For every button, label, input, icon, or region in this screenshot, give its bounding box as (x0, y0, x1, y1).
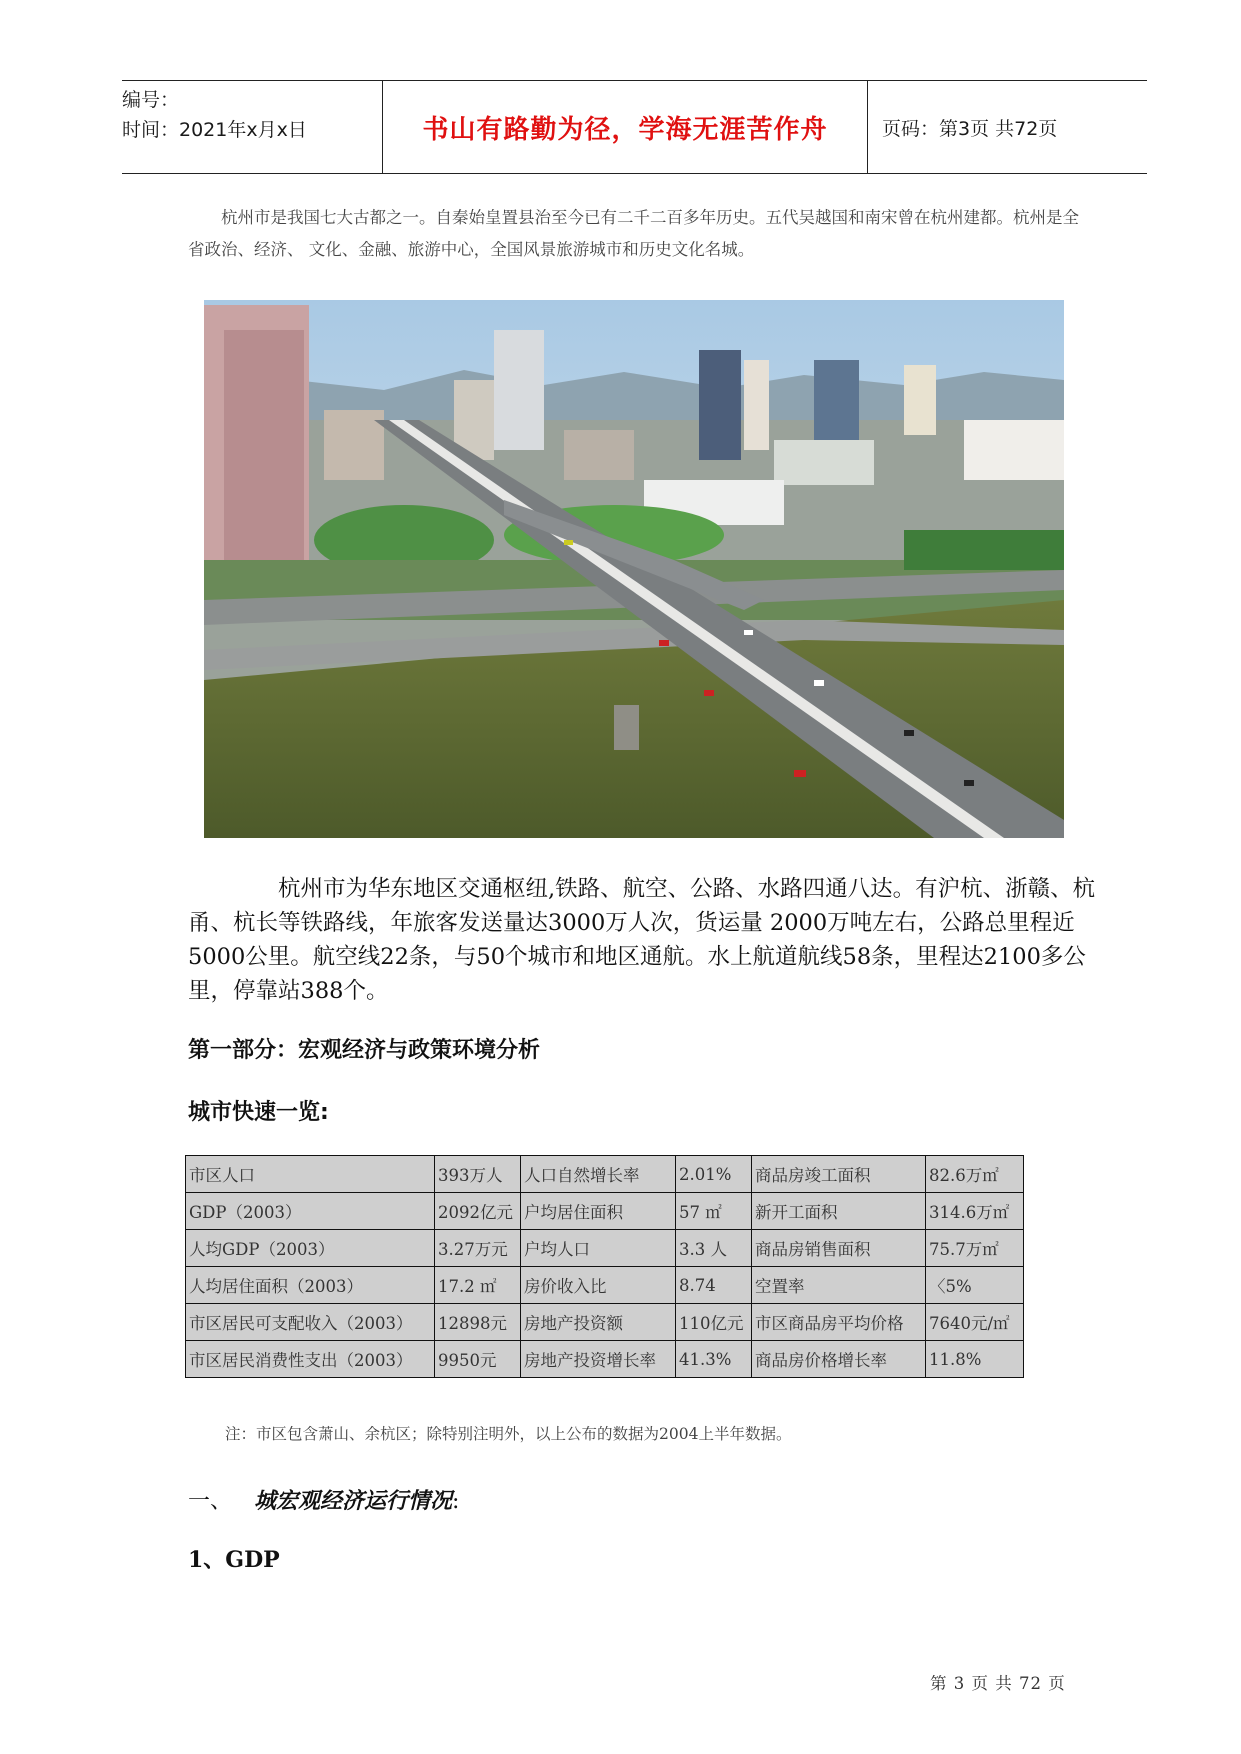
table-note: 注：市区包含萧山、余杭区；除特别注明外，以上公布的数据为2004上半年数据。 (225, 1425, 792, 1443)
table-cell: 8.74 (676, 1267, 752, 1304)
section-suffix: : (452, 1489, 460, 1514)
table-row (186, 1341, 1024, 1378)
table-cell: 商品房销售面积 (752, 1230, 926, 1267)
city-overview-table (185, 1155, 1023, 1378)
table-cell: GDP（2003） (186, 1193, 435, 1230)
section-heading-1 (188, 1484, 459, 1515)
table-cell: 2092亿元 (435, 1193, 521, 1230)
part-heading: 第一部分：宏观经济与政策环境分析 (188, 1038, 541, 1063)
time-label: 时间：2021年x月x日 (122, 119, 307, 141)
table-cell: 户均居住面积 (521, 1193, 676, 1230)
header-page-cell (868, 81, 1147, 173)
table-cell: 人均居住面积（2003） (186, 1267, 435, 1304)
table-row (186, 1230, 1024, 1267)
page-label: 页码：第3页 共72页 (882, 117, 1058, 140)
table-cell: 3.27万元 (435, 1230, 521, 1267)
intro-paragraph: 杭州市是我国七大古都之一。自秦始皇置县治至今已有二千二百多年历史。五代吴越国和南宋曾在杭州建都。杭州是全省政治、经济、 文化、金融、旅游中心，全国风景旅游城市和历史文化名城。 (188, 208, 1079, 259)
table-row (186, 1304, 1024, 1341)
city-interchange-photo (204, 300, 1064, 838)
table-cell: 房价收入比 (521, 1267, 676, 1304)
table-cell: 市区居民可支配收入（2003） (186, 1304, 435, 1341)
table-cell: 商品房价格增长率 (752, 1341, 926, 1378)
table-cell: 房地产投资增长率 (521, 1341, 676, 1378)
header-motto-cell (382, 81, 868, 173)
table-cell: 110亿元 (676, 1304, 752, 1341)
table-cell: 市区商品房平均价格 (752, 1304, 926, 1341)
table-cell: 2.01% (676, 1156, 752, 1193)
overview-heading: 城市快速一览: (188, 1100, 329, 1125)
table-cell: 41.3% (676, 1341, 752, 1378)
table-cell: 市区人口 (186, 1156, 435, 1193)
table-cell: 〈5% (926, 1267, 1024, 1304)
table-cell: 人均GDP（2003） (186, 1230, 435, 1267)
table-cell: 57 ㎡ (676, 1193, 752, 1230)
table-cell: 11.8% (926, 1341, 1024, 1378)
table-cell: 户均人口 (521, 1230, 676, 1267)
table-cell: 房地产投资额 (521, 1304, 676, 1341)
table-row (186, 1267, 1024, 1304)
table-cell: 新开工面积 (752, 1193, 926, 1230)
table-cell: 9950元 (435, 1341, 521, 1378)
table-cell: 7640元/㎡ (926, 1304, 1024, 1341)
table-cell: 393万人 (435, 1156, 521, 1193)
number-label: 编号： (122, 89, 180, 111)
table-cell: 市区居民消费性支出（2003） (186, 1341, 435, 1378)
page-footer: 第 3 页 共 72 页 (930, 1674, 1066, 1693)
table-cell: 空置率 (752, 1267, 926, 1304)
table-cell: 人口自然增长率 (521, 1156, 676, 1193)
table-cell: 12898元 (435, 1304, 521, 1341)
table-cell: 82.6万㎡ (926, 1156, 1024, 1193)
table-row (186, 1156, 1024, 1193)
transport-paragraph: 杭州市为华东地区交通枢纽,铁路、航空、公路、水路四通八达。有沪杭、浙赣、杭甬、杭长等铁路线，年旅客发送量达3000万人次，货运量 2000万吨左右，公路总里程近5000公里。航空线22条，与50个城市和地区通航。水上航道航线58条，里程达2100多公里，停靠站388个。 (188, 876, 1096, 1004)
table-cell: 17.2 ㎡ (435, 1267, 521, 1304)
table-cell: 3.3 人 (676, 1230, 752, 1267)
motto: 书山有路勤为径，学海无涯苦作舟 (422, 114, 828, 145)
header-left-cell (122, 81, 382, 173)
section-number: 一、 (188, 1489, 233, 1514)
section-title: 城宏观经济运行情况 (254, 1488, 453, 1514)
page-header (122, 80, 1147, 174)
table-cell: 商品房竣工面积 (752, 1156, 926, 1193)
table-cell: 314.6万㎡ (926, 1193, 1024, 1230)
table-cell: 75.7万㎡ (926, 1230, 1024, 1267)
table-row (186, 1193, 1024, 1230)
subsection-gdp-heading: 1、GDP (188, 1547, 280, 1573)
